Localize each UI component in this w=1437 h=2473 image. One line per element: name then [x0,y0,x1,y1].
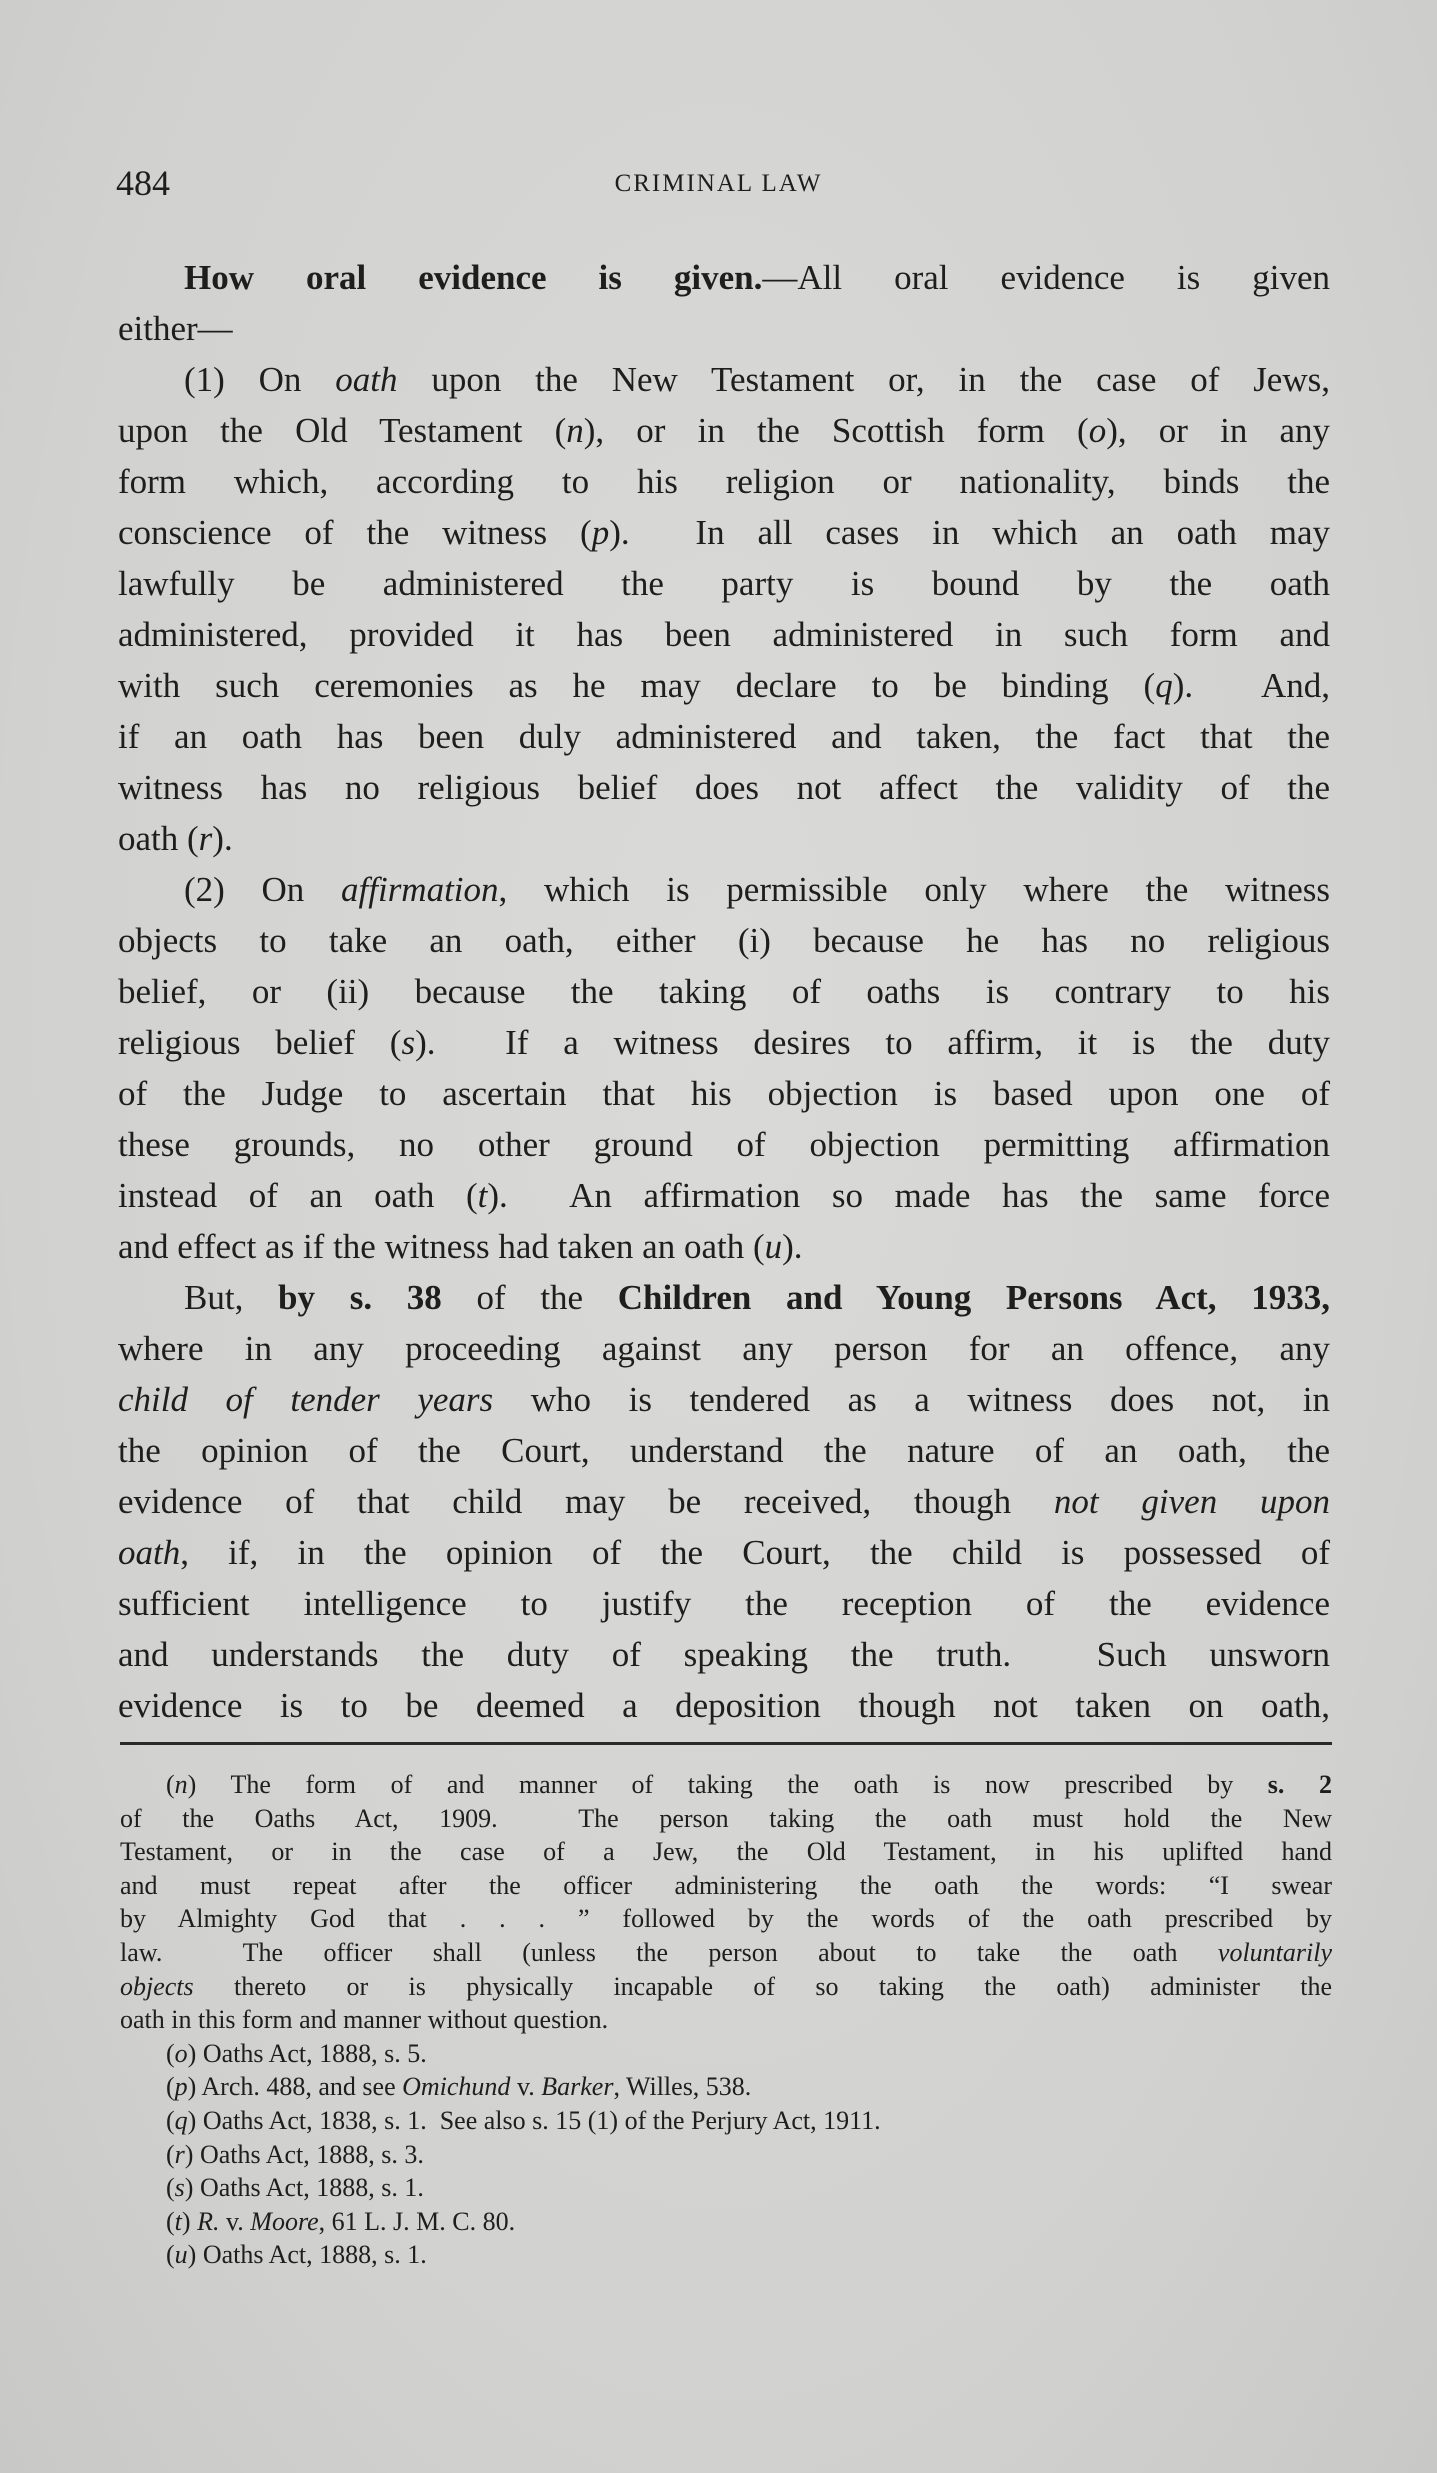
text-line [118,1527,1330,1578]
text-line [118,966,1330,1017]
page-number: 484 [116,163,170,203]
italic-text: o [174,2038,188,2068]
text-line [118,1629,1330,1680]
italic-text: objects [120,1971,194,2001]
footnote-line [120,1768,1332,1802]
text-run: ). [212,819,233,858]
text-run: and effect as if the witness had taken an oath ( [118,1227,765,1266]
text-run: Testament, or in the case of a Jew, the Old Testament, in his uplifted hand [120,1837,1332,1867]
text-line [118,507,1330,558]
text-line [118,660,1330,711]
text-run: these grounds, no other ground of objection permitting affirmation [118,1125,1330,1164]
text-line [118,762,1330,813]
text-run: of the Judge to ascertain that his objection is based upon one of [118,1074,1330,1113]
text-run: ) Oaths Act, 1888, s. 1. [184,2173,424,2203]
footnote-line [120,2003,1332,2037]
text-run: ( [166,2206,175,2236]
italic-text: n [174,1770,188,1799]
text-run: ) The form of and manner of taking the oath is now prescribed by [187,1770,1268,1799]
bold-text: Children and Young Persons Act, 1933, [617,1278,1330,1317]
text-run: , if, in the opinion of the Court, the child is possessed of [180,1533,1330,1572]
text-line [118,1119,1330,1170]
italic-text: r [174,2139,185,2169]
text-run: upon the New Testament or, in the case of Jews, [397,360,1330,399]
italic-text: t [477,1176,488,1215]
bold-text: by s. 38 [278,1278,442,1317]
text-run: either— [118,309,233,348]
text-run: ). And, [1172,666,1331,705]
body-text [118,252,1330,1731]
text-line [118,1374,1330,1425]
text-run: lawfully be administered the party is bound by the oath [118,564,1330,603]
text-line [118,609,1330,660]
italic-text: oath [335,360,398,399]
italic-text: p [174,2072,188,2102]
text-run: of the [441,1278,618,1317]
text-line [118,354,1330,405]
text-run: who is tendered as a witness does not, in [493,1380,1330,1419]
text-run: the opinion of the Court, understand the nature of an oath, the [118,1431,1330,1470]
text-line [118,1476,1330,1527]
text-run: by Almighty God that . . . ” followed by the words of the oath prescribed by [120,1904,1332,1934]
text-run: upon the Old Testament ( [118,411,567,450]
text-run: ) Oaths Act, 1838, s. 1. See also s. 15 (1) of the Perjury Act, 1911. [187,2105,881,2135]
text-run: form which, according to his religion or nationality, binds the [118,462,1330,501]
footnote-line [120,2037,1332,2071]
footnote-line [120,2205,1332,2239]
italic-text: r [198,819,213,858]
footnote-line [120,2104,1332,2138]
text-line [118,1221,1330,1272]
text-run: where in any proceeding against any person for an offence, any [118,1329,1330,1368]
text-run: witness has no religious belief does not affect the validity of the [118,768,1330,807]
text-line [118,1578,1330,1629]
text-run: ). An affirmation so made has the same force [487,1176,1330,1215]
text-run: v. [510,2072,542,2102]
italic-text: oath [118,1533,181,1572]
text-run: ( [166,2139,175,2169]
italic-text: t [174,2206,182,2236]
text-line [118,1170,1330,1221]
italic-text: voluntarily [1217,1937,1332,1967]
italic-text: p [591,513,610,552]
text-run: objects to take an oath, either (i) because he has no religious [118,921,1330,960]
text-line [118,405,1330,456]
text-run: sufficient intelligence to justify the reception of the evidence [118,1584,1330,1623]
text-run: thereto or is physically incapable of so taking the oath) administer the [193,1971,1332,2001]
text-run: evidence is to be deemed a deposition though not taken on oath, [118,1686,1330,1725]
text-run: ) Oaths Act, 1888, s. 1. [187,2240,427,2270]
text-run: ) [181,2206,198,2236]
text-run: belief, or (ii) because the taking of oaths is contrary to his [118,972,1330,1011]
text-run: But, [184,1278,279,1317]
footnote-divider [120,1742,1332,1745]
italic-text: q [174,2105,188,2135]
text-line [118,1680,1330,1731]
footnote-line [120,1802,1332,1836]
text-run: and understands the duty of speaking the truth. Such unsworn [118,1635,1330,1674]
text-run: law. The officer shall (unless the person about to take the oath [120,1937,1218,1967]
italic-text: not given upon [1053,1482,1330,1521]
text-line [118,915,1330,966]
text-line [118,1068,1330,1119]
text-run: ). In all cases in which an oath may [609,513,1331,552]
text-run: , which is permissible only where the witness [498,870,1330,909]
text-run: (1) On [184,360,336,399]
italic-text: child of tender years [118,1380,494,1419]
footnotes [120,1768,1332,2272]
text-run: if an oath has been duly administered and taken, the fact that the [118,717,1330,756]
text-run: ). If a witness desires to affirm, it is the duty [415,1023,1330,1062]
footnote-line [120,1835,1332,1869]
text-line [118,1272,1330,1323]
text-run: ( [166,1770,175,1799]
italic-text: u [174,2240,188,2270]
italic-text: s [174,2173,185,2203]
text-line [118,252,1330,303]
text-line [118,711,1330,762]
bold-text: s. 2 [1267,1770,1332,1799]
italic-text: Barker [541,2072,614,2102]
footnote-line [120,1869,1332,1903]
text-run: ), or in the Scottish form ( [583,411,1089,450]
text-line [118,1017,1330,1068]
text-run: oath in this form and manner without question. [120,2005,609,2035]
bold-text: How oral evidence is given. [184,258,763,297]
italic-text: u [764,1227,783,1266]
footnote-line [120,2138,1332,2172]
italic-text: Omichund [402,2072,511,2102]
footnote-line [120,2070,1332,2104]
text-run: conscience of the witness ( [118,513,592,552]
text-run: ( [166,2173,175,2203]
text-run: of the Oaths Act, 1909. The person taking the oath must hold the New [120,1803,1332,1833]
footnote-line [120,2171,1332,2205]
italic-text: affirmation [341,870,499,909]
italic-text: Moore [250,2206,319,2236]
text-run: ) Oaths Act, 1888, s. 5. [187,2038,427,2068]
text-line [118,1425,1330,1476]
text-run: ), or in any [1106,411,1331,450]
italic-text: o [1088,411,1107,450]
text-run: ( [166,2038,175,2068]
text-run: religious belief ( [118,1023,402,1062]
italic-text: s [401,1023,416,1062]
text-run: ( [166,2240,175,2270]
text-run: , Willes, 538. [613,2072,752,2102]
text-run: evidence of that child may be received, though [118,1482,1054,1521]
footnote-line [120,1970,1332,2004]
text-run: ) Oaths Act, 1888, s. 3. [184,2139,424,2169]
text-run: with such ceremonies as he may declare to be binding ( [118,666,1156,705]
text-run: oath ( [118,819,199,858]
text-run: —All oral evidence is given [762,258,1331,297]
text-line [118,864,1330,915]
text-run: instead of an oath ( [118,1176,478,1215]
footnote-line [120,2238,1332,2272]
italic-text: q [1155,666,1173,705]
text-line [118,813,1330,864]
text-line [118,1323,1330,1374]
text-run: ( [166,2072,175,2102]
text-run: and must repeat after the officer administering the oath the words: “I swear [120,1870,1332,1900]
italic-text: n [566,411,584,450]
footnote-line [120,1902,1332,1936]
text-run: ). [782,1227,803,1266]
footnote-line [120,1936,1332,1970]
text-line [118,303,1330,354]
text-run: v. [219,2206,251,2236]
text-run: ( [166,2105,175,2135]
text-run: ) Arch. 488, and see [187,2072,403,2102]
text-run: administered, provided it has been administered in such form and [118,615,1330,654]
text-line [118,558,1330,609]
text-run: (2) On [184,870,342,909]
text-line [118,456,1330,507]
italic-text: R. [197,2206,220,2236]
text-run: , 61 L. J. M. C. 80. [318,2206,516,2236]
running-head: CRIMINAL LAW [614,170,823,197]
